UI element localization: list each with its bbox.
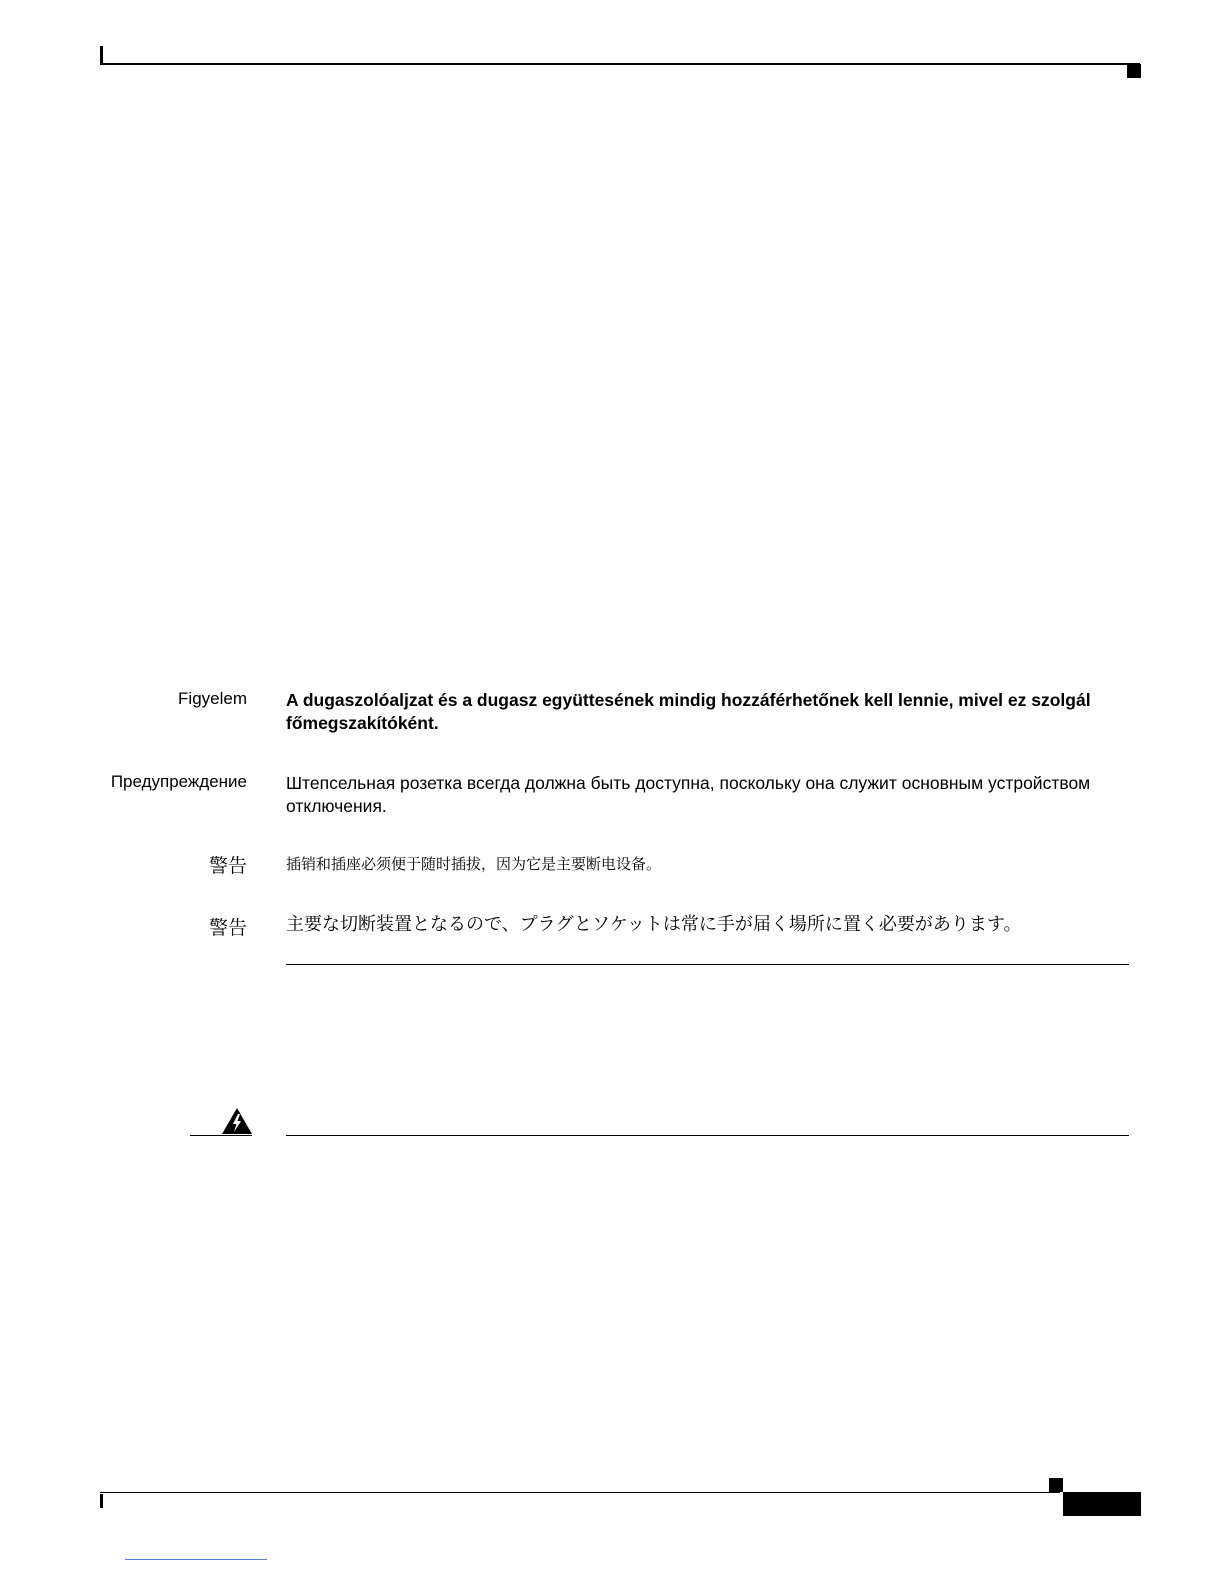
- header-rule: [100, 63, 1140, 65]
- warning-triangle-lightning-icon: [221, 1107, 253, 1135]
- footer-link-underline[interactable]: [125, 1559, 267, 1560]
- footer-page-block: [1063, 1492, 1141, 1516]
- header-marker: [1127, 64, 1141, 78]
- warning-divider: [286, 1135, 1129, 1136]
- footer-tick: [100, 1494, 103, 1508]
- warning-text-japanese: 主要な切断装置となるので、プラグとソケットは常に手が届く場所に置く必要があります。: [286, 914, 1022, 935]
- warning-label-russian: Предупреждение: [110, 772, 247, 791]
- warning-label-japanese: 警告: [208, 917, 247, 939]
- warning-label-chinese: 警告: [208, 855, 247, 877]
- footer-marker: [1049, 1478, 1063, 1492]
- warning-text-hungarian: A dugaszolóaljzat és a dugasz együttesének mindig hozzáférhetőnek kell lennie, mivel ez szolgál főmegszakítóként.: [286, 690, 1091, 733]
- warning-icon-underline: [190, 1135, 252, 1136]
- warning-text-chinese: 插销和插座必须便于随时插拔，因为它是主要断电设备。: [286, 855, 662, 873]
- footer-rule: [100, 1492, 1060, 1493]
- section-divider: [286, 964, 1129, 965]
- warning-label-hungarian: Figyelem: [178, 689, 247, 708]
- warning-text-russian: Штепсельная розетка всегда должна быть доступна, поскольку она служит основным устройством отключения.: [286, 773, 1091, 816]
- header-tick: [100, 46, 103, 64]
